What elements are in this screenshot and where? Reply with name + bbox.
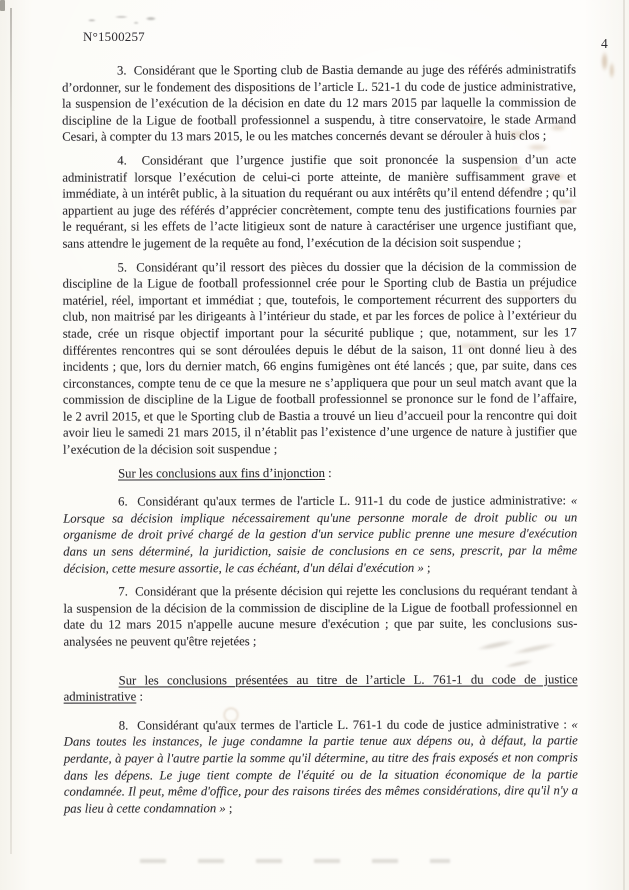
paragraph-8: 8. Considérant qu'aux termes de l'article L. 761-1 du code de justice administrative : « Dans toutes les instances, le juge condamne la partie tenue aux dépens ou, à défaut, la partie perdante, à payer à l'autre partie la somme qu'il détermine, au titre des frais exposés et non compris dans les dépens. Le juge tient compte de l'équité ou de la situation économique de la partie condamnée. Il peut, même d'office, pour des raisons tirées des mêmes considérations, dire qu'il n'y a pas lieu à cette condamnation » ;	[63, 717, 578, 816]
scan-bottom-marks	[140, 859, 450, 863]
scan-left-edge-tip	[0, 0, 5, 11]
paragraph-7: 7. Considérant que la présente décision qui rejette les conclusions du requérant tendant à la suspension de la décision de la commission de discipline de la Ligue de football professionnel en date du 12 mars 2015 n'appelle aucune mesure d'exécution ; que par suite, les conclusions sus-analysées ne peuvent qu'être rejetées ;	[63, 583, 578, 649]
scan-left-edge-line	[10, 8, 12, 854]
paragraph-4: 4. Considérant que l’urgence justifie que soit prononcée la suspension d’un acte administratif lorsque l’exécution de celui-ci porte atteinte, de manière suffisamment grave et immédiate, à un intérêt public, à la situation du requérant ou aux intérêts qu’il entend défendre ; qu’il appartient au juge des référés d’apprécier concrètement, compte tenu des justifications fournies par le requérant, si les effets de l’acte litigieux sont de nature à caractériser une urgence justifiant que, sans attendre le jugement de la requête au fond, l’exécution de la décision soit suspendue ;	[62, 152, 577, 251]
document-body	[62, 61, 578, 824]
paragraph-6: 6. Considérant qu'aux termes de l'article L. 911-1 du code de justice administrative: « Lorsque sa décision implique nécessairement qu'une personne morale de droit public ou un organisme de droit privé chargé de la gestion d'un service public prenne une mesure d'exécution dans un sens déterminé, la juridiction, saisie de conclusions en ce sens, prescrit, par la même décision, cette mesure assortie, le cas échéant, d'un délai d'exécution » ;	[63, 493, 578, 576]
heading-injonction: Sur les conclusions aux fins d’injonction :	[118, 465, 332, 481]
paragraph-3: 3. Considérant que le Sporting club de Bastia demande au juge des référés administratifs d’ordonner, sur le fondement des dispositions de l’article L. 521-1 du code de justice administrative, la suspension de l’exécution de la décision en date du 12 mars 2015 par laquelle la commission de discipline de la Ligue de football professionnel a suspendu, à titre conservatoire, le stade Armand Cesari, à compter du 13 mars 2015, le ou les matches concernés devant se dérouler à huis clos ;	[62, 62, 577, 145]
pen-smudge-top-left	[82, 11, 164, 28]
page-number-smudge	[595, 47, 619, 83]
scan-right-edge-line	[623, 0, 625, 890]
heading-article-761-1: Sur les conclusions présentées au titre de l’article L. 761-1 du code de justice administrative :	[63, 671, 578, 704]
paragraph-5: 5. Considérant qu’il ressort des pièces du dossier que la décision de la commission de discipline de la Ligue de football professionnel crée pour le Sporting club de Bastia un préjudice matériel, réel, important et immédiat ; que, toutefois, le comportement récurrent des supporters du club, non maitrisé par les dirigeants à l’intérieur du stade, et par les forces de police à l’extérieur du stade, crée un risque objectif important pour la sécurité publique ; que, notamment, sur les 17 différentes rencontres qui se sont déroulées depuis le début de la saison, 11 ont donné lieu à des incidents ; que, lors du dernier match, 66 engins fumigènes ont été lancés ; que, par suite, dans ces circonstances, compte tenu de ce que la mesure ne s’appliquera que pour un seul match avant que la commission de discipline de la Ligue de football professionnel se prononce sur le fond de l’affaire, le 2 avril 2015, et que le Sporting club de Bastia a trouvé un lieu d’accueil pour la rencontre qui doit avoir lieu le samedi 21 mars 2015, il n’établit pas l’existence d’une urgence de nature à justifier que l’exécution de la décision soit suspendue ;	[62, 258, 577, 457]
page-number: 4	[601, 36, 608, 51]
case-number: N°1500257	[83, 29, 145, 44]
